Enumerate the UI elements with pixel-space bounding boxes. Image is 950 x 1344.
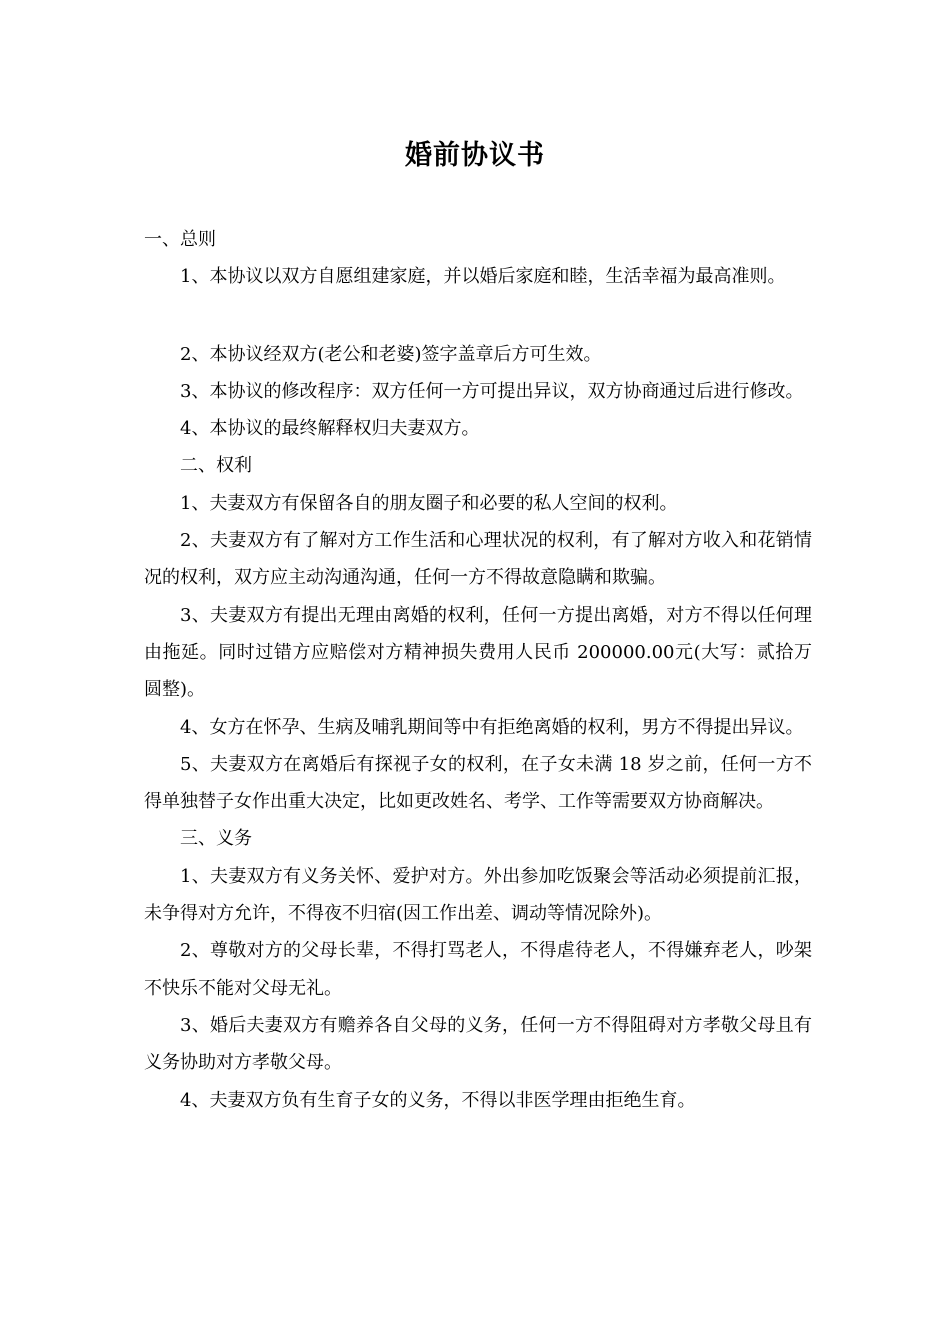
paragraph: 1、夫妻双方有义务关怀、爱护对方。外出参加吃饭聚会等活动必须提前汇报，未争得对方允许，不得夜不归宿(因工作出差、调动等情况除外)。 bbox=[144, 865, 812, 925]
paragraph: 5、夫妻双方在离婚后有探视子女的权利，在子女未满 18 岁之前，任何一方不得单独替子女作出重大决定，比如更改姓名、考学、工作等需要双方协商解决。 bbox=[144, 753, 812, 813]
document-body bbox=[144, 221, 812, 1119]
paragraph: 1、本协议以双方自愿组建家庭，并以婚后家庭和睦，生活幸福为最高准则。 bbox=[180, 266, 786, 288]
paragraph: 2、尊敬对方的父母长辈，不得打骂老人，不得虐待老人，不得嫌弃老人，吵架不快乐不能对父母无礼。 bbox=[144, 940, 812, 999]
document-title: 婚前协议书 bbox=[405, 140, 545, 171]
paragraph: 3、本协议的修改程序：双方任何一方可提出异议，双方协商通过后进行修改。 bbox=[180, 380, 804, 402]
paragraph: 4、本协议的最终解释权归夫妻双方。 bbox=[180, 418, 480, 440]
paragraph: 4、夫妻双方负有生育子女的义务，不得以非医学理由拒绝生育。 bbox=[180, 1089, 696, 1111]
paragraph: 3、婚后夫妻双方有赡养各自父母的义务，任何一方不得阻碍对方孝敬父母且有义务协助对方孝敬父母。 bbox=[144, 1014, 812, 1074]
paragraph: 2、本协议经双方(老公和老婆)签字盖章后方可生效。 bbox=[180, 343, 602, 365]
paragraph: 2、夫妻双方有了解对方工作生活和心理状况的权利，有了解对方收入和花销情况的权利，双方应主动沟通沟通，任何一方不得故意隐瞒和欺骗。 bbox=[144, 530, 812, 589]
paragraph: 二、权利 bbox=[180, 455, 252, 477]
paragraph: 一、总则 bbox=[144, 229, 216, 250]
paragraph: 3、夫妻双方有提出无理由离婚的权利，任何一方提出离婚，对方不得以任何理由拖延。同时过错方应赔偿对方精神损失费用人民币 200000.00元(大写：贰拾万圆整)。 bbox=[144, 604, 812, 701]
paragraph: 4、女方在怀孕、生病及哺乳期间等中有拒绝离婚的权利，男方不得提出异议。 bbox=[180, 716, 804, 738]
paragraph: 三、义务 bbox=[180, 828, 252, 850]
paragraph: 1、夫妻双方有保留各自的朋友圈子和必要的私人空间的权利。 bbox=[180, 492, 678, 514]
